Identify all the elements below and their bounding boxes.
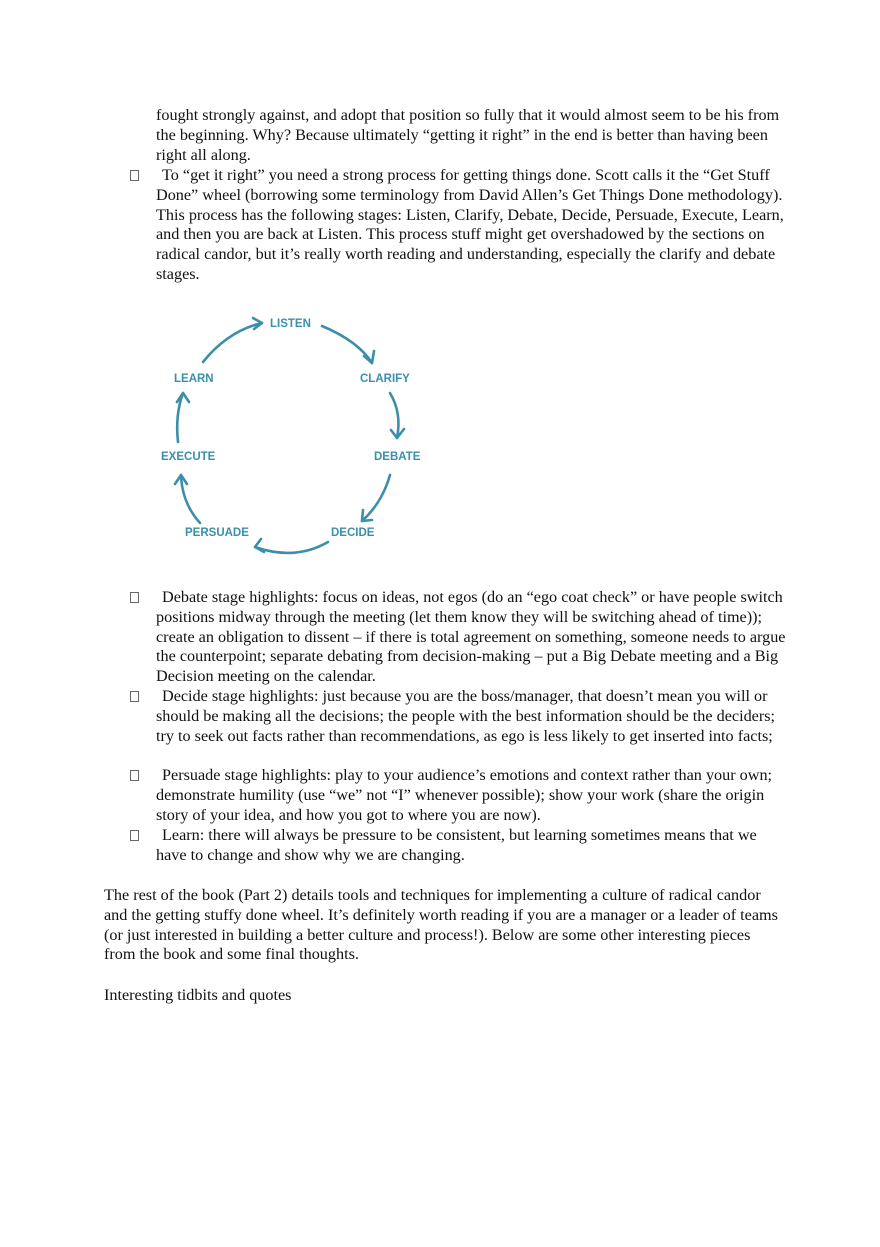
stage-persuade: PERSUADE	[185, 527, 249, 539]
bullet-icon	[130, 770, 139, 781]
arc-decide-persuade	[255, 542, 328, 553]
arc-persuade-execute	[181, 475, 200, 523]
stage-debate: DEBATE	[374, 451, 421, 463]
list-item-text: To “get it right” you need a strong process for getting things done. Scott calls it the “Get Stuff Done” wheel (borrowing some terminology from David Allen’s Get Things Done methodology). This process has the following stages: Listen, Clarify, Debate, Decide, Persuade, Execute, Learn, and then you are back at Listen. This process stuff might get overshadowed by the sections on radical candor, but it’s really worth reading and understanding, especially the clarify and debate stages.	[156, 166, 784, 283]
intro-paragraph: fought strongly against, and adopt that position so fully that it would almost seem to be his from the beginning. Why? Because ultimately “getting it right” in the end is better than having been right all along.	[156, 106, 780, 164]
list-item-text: Debate stage highlights: focus on ideas, not egos (do an “ego coat check” or have people switch positions midway through the meeting (let them know they will be switching ahead of time)); create an obligation to dissent – if there is total agreement on something, someone needs to argue the counterpoint; separate debating from decision-making – put a Big Debate meeting and a Big Decision meeting on the calendar.	[156, 588, 786, 686]
stage-listen: LISTEN	[270, 318, 311, 330]
arc-debate-decide	[362, 475, 390, 521]
stage-clarify: CLARIFY	[360, 373, 410, 385]
gsd-wheel-diagram	[150, 305, 430, 570]
section-heading: Interesting tidbits and quotes	[104, 986, 292, 1004]
bullet-icon	[130, 592, 139, 603]
closing-paragraph: The rest of the book (Part 2) details tools and techniques for implementing a culture of radical candor and the getting stuffy done wheel. It’s definitely worth reading if you are a manager or a leader of teams (or just interested in building a better culture and process!). Below are some other interesting pieces from the book and some final thoughts.	[104, 886, 778, 964]
bullet-icon	[130, 170, 139, 181]
stage-decide: DECIDE	[331, 527, 375, 539]
bullet-icon	[130, 830, 139, 841]
list-item-text: Learn: there will always be pressure to be consistent, but learning sometimes means that we have to change and show why we are changing.	[156, 826, 757, 864]
stage-learn: LEARN	[174, 373, 214, 385]
arrowhead-persuade	[255, 539, 264, 552]
bullet-icon	[130, 691, 139, 702]
stage-execute: EXECUTE	[161, 451, 216, 463]
list-item-text: Decide stage highlights: just because you are the boss/manager, that doesn’t mean you will or should be making all the decisions; the people with the best information should be the deciders; try to seek out facts rather than recommendations, as ego is less likely to get inserted into facts;	[156, 687, 776, 745]
arrowhead-learn	[177, 393, 189, 402]
list-item-text: Persuade stage highlights: play to your audience’s emotions and context rather than your own; demonstrate humility (use “we” not “I” whenever possible); show your work (share the origin story of your idea, and how you got to where you are now).	[156, 766, 773, 824]
